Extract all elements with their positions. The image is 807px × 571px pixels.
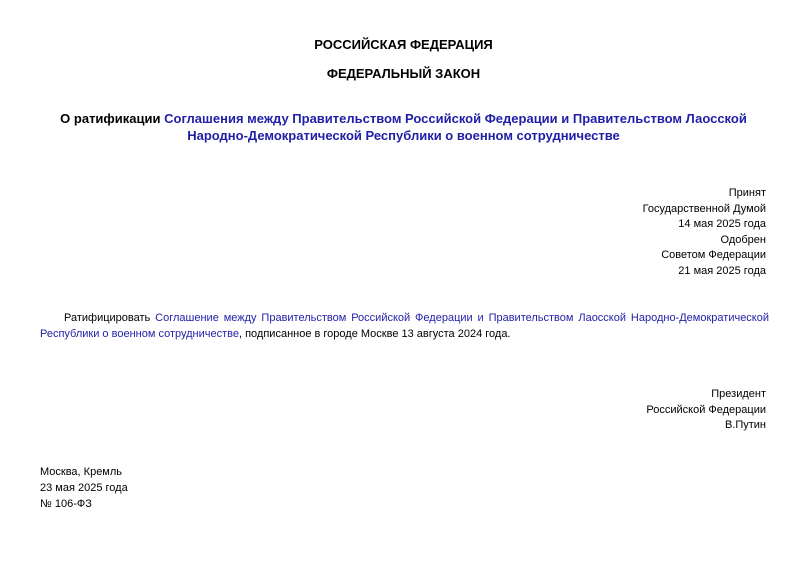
approved-by: Советом Федерации — [661, 249, 766, 261]
document-type-heading: ФЕДЕРАЛЬНЫЙ ЗАКОН — [326, 66, 481, 81]
footer-block — [40, 464, 128, 512]
footer-date: 23 мая 2025 года — [40, 482, 128, 494]
signature-block — [646, 387, 766, 434]
signature-country: Российской Федерации — [646, 403, 766, 416]
signature-name: В.Путин — [724, 419, 766, 431]
body-prefix: Ратифицировать — [64, 312, 156, 324]
adopted-date: 14 мая 2025 года — [678, 218, 766, 230]
adopted-label: Принят — [728, 187, 766, 199]
approved-label: Одобрен — [720, 233, 766, 246]
adopted-by: Государственной Думой — [642, 202, 766, 215]
title-prefix: О ратификации — [60, 111, 165, 126]
signature-title: Президент — [711, 388, 766, 400]
law-title — [40, 110, 767, 144]
footer-number: № 106-ФЗ — [40, 498, 92, 510]
agreement-body-link[interactable]: Соглашение между Правительством Российской Федерации и Правительством Лаосской Народно-Демократической Республики о военном сотрудничестве — [40, 312, 770, 340]
footer-place: Москва, Кремль — [40, 466, 123, 478]
approved-date: 21 мая 2025 года — [678, 264, 766, 277]
agreement-title-link[interactable]: Соглашения между Правительством Российской Федерации и Правительством Лаосской Народно-Демократической Республики о военном сотрудничестве — [164, 111, 747, 143]
body-suffix: , подписанное в городе Москве 13 августа 2024 года. — [238, 328, 511, 340]
law-body-paragraph — [40, 310, 769, 342]
country-heading: РОССИЙСКАЯ ФЕДЕРАЦИЯ — [314, 37, 493, 52]
adoption-block — [643, 186, 766, 279]
